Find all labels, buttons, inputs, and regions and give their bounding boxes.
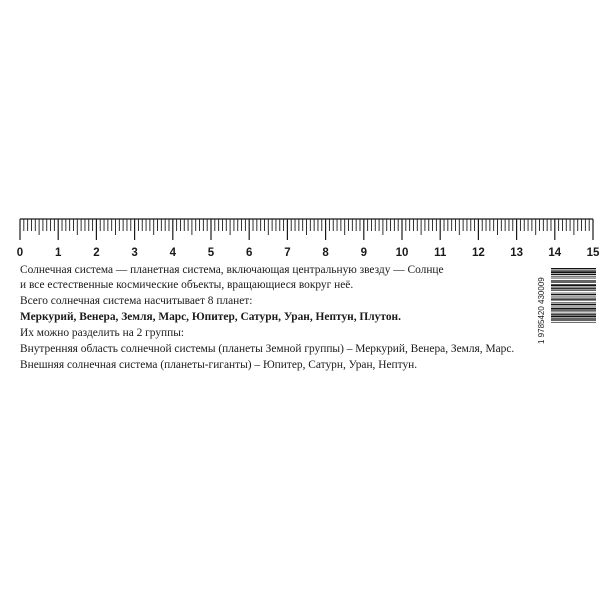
ruler-label-2: 2 (93, 247, 100, 259)
ruler-label-10: 10 (395, 247, 409, 259)
barcode-bar (551, 308, 596, 310)
barcode-bar (551, 270, 596, 271)
barcode-bar (551, 306, 596, 307)
ruler-label-8: 8 (322, 247, 329, 259)
barcode (538, 266, 598, 346)
barcode-bar (551, 288, 596, 289)
barcode-bar (551, 268, 596, 269)
ruler-label-5: 5 (207, 247, 215, 259)
ruler-label-9: 9 (360, 247, 368, 259)
ruler-ticks (20, 219, 593, 240)
barcode-bar (551, 297, 596, 298)
barcode-bar (551, 315, 596, 317)
ruler-label-13: 13 (510, 247, 523, 259)
barcode-bar (551, 304, 596, 305)
barcode-bar (551, 322, 596, 323)
barcode-bar (551, 310, 596, 311)
barcode-bar (551, 276, 596, 277)
ruler-label-3: 3 (131, 247, 138, 259)
barcode-bar (551, 284, 596, 286)
barcode-bar (551, 298, 596, 299)
ruler-label-1: 1 (54, 247, 62, 259)
barcode-bar (551, 282, 596, 283)
barcode-bar (551, 294, 596, 295)
barcode-digits: 1 9785420 430009 (537, 277, 546, 344)
barcode-bar (551, 274, 596, 275)
barcode-bars (551, 268, 596, 323)
ruler-label-15: 15 (586, 247, 600, 259)
barcode-bar (551, 287, 596, 288)
description-text (20, 264, 530, 373)
barcode-bar (551, 319, 596, 320)
ruler-label-11: 11 (434, 247, 447, 259)
ruler-label-12: 12 (472, 247, 485, 259)
barcode-bar (551, 314, 596, 315)
ruler-label-4: 4 (169, 247, 177, 259)
barcode-bar (551, 302, 596, 303)
ruler (0, 0, 610, 262)
barcode-bar (551, 280, 596, 281)
barcode-bar (551, 290, 596, 291)
inner-planets-line: Внутренняя область солнечной системы (планеты Земной группы) – Меркурий, Венера, Земля, Марс. (20, 343, 515, 355)
text-line-3: Всего солнечная система насчитывает 8 планет: (20, 295, 253, 307)
ruler-label-6: 6 (245, 247, 253, 259)
ruler-label-7: 7 (284, 247, 291, 259)
ruler-label-14: 14 (548, 247, 562, 259)
ruler-label-0: 0 (16, 247, 24, 259)
planet-list: Меркурий, Венера, Земля, Марс, Юпитер, Сатурн, Уран, Нептун, Плутон. (20, 311, 401, 323)
text-line-1: Солнечная система — планетная система, включающая центральную звезду — Солнце (20, 264, 444, 276)
barcode-bar (551, 271, 596, 273)
outer-planets-line: Внешняя солнечная система (планеты-гиганты) – Юпитер, Сатурн, Уран, Нептун. (20, 359, 418, 371)
barcode-bar (551, 312, 596, 313)
ruler-labels (17, 247, 600, 259)
text-line-2: и все естественные космические объекты, вращающиеся вокруг неё. (20, 279, 354, 291)
barcode-bar (551, 318, 596, 319)
barcode-bar (551, 278, 596, 279)
barcode-bar (551, 293, 596, 294)
text-line-5: Их можно разделить на 2 группы: (20, 327, 185, 339)
barcode-bar (551, 299, 596, 300)
